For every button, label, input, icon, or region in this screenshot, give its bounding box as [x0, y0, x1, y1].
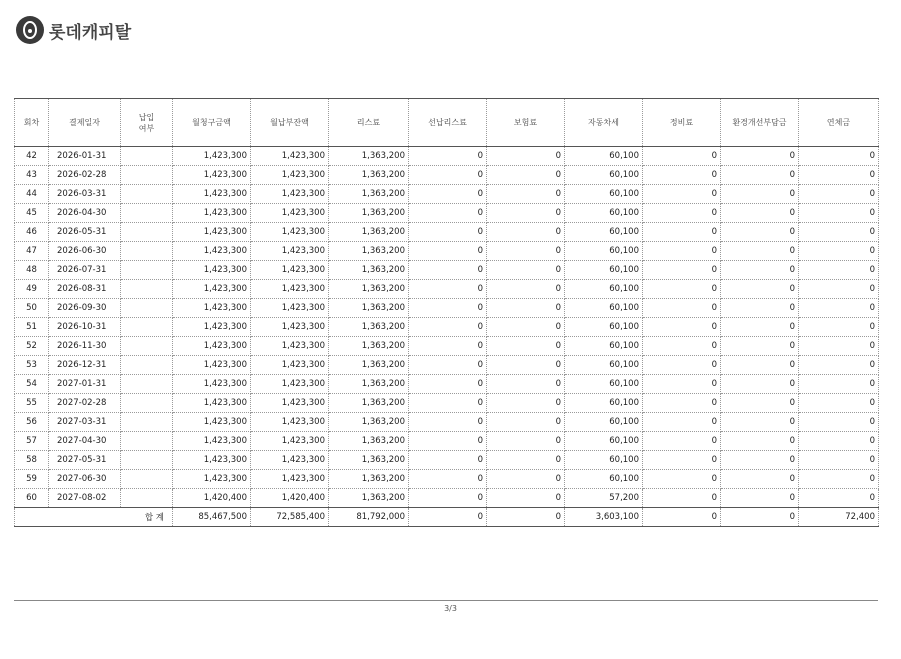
table-cell: 0: [487, 356, 565, 375]
table-cell: 0: [799, 489, 879, 508]
total-cell: 85,467,500: [173, 508, 251, 527]
table-cell: 0: [409, 223, 487, 242]
table-cell: 0: [721, 337, 799, 356]
column-header: 선납리스료: [409, 99, 487, 147]
table-cell: 60,100: [565, 337, 643, 356]
column-header: 월청구금액: [173, 99, 251, 147]
total-cell: 0: [721, 508, 799, 527]
table-row: [15, 337, 879, 356]
total-cell: 72,400: [799, 508, 879, 527]
table-cell: 60: [15, 489, 49, 508]
table-cell: [121, 470, 173, 489]
table-cell: 45: [15, 204, 49, 223]
table-header-row: [15, 99, 879, 147]
table-cell: 0: [721, 413, 799, 432]
column-header: 월납부잔액: [251, 99, 329, 147]
table-cell: 1,423,300: [251, 223, 329, 242]
table-cell: 0: [643, 147, 721, 166]
table-cell: 2027-05-31: [49, 451, 121, 470]
table-cell: 1,420,400: [173, 489, 251, 508]
table-cell: 0: [643, 204, 721, 223]
total-cell: 81,792,000: [329, 508, 409, 527]
table-cell: 0: [409, 432, 487, 451]
table-row: [15, 470, 879, 489]
table-cell: 1,363,200: [329, 242, 409, 261]
table-row: [15, 432, 879, 451]
table-cell: 60,100: [565, 185, 643, 204]
table-cell: 46: [15, 223, 49, 242]
table-cell: 44: [15, 185, 49, 204]
table-cell: 0: [721, 375, 799, 394]
table-cell: 1,423,300: [173, 432, 251, 451]
table-cell: 1,363,200: [329, 470, 409, 489]
table-cell: 2026-02-28: [49, 166, 121, 185]
payment-schedule-table: [14, 98, 879, 527]
total-cell: 0: [409, 508, 487, 527]
table-cell: 1,363,200: [329, 394, 409, 413]
table-cell: 0: [721, 185, 799, 204]
table-cell: 59: [15, 470, 49, 489]
table-cell: 0: [643, 299, 721, 318]
table-cell: 1,423,300: [251, 147, 329, 166]
total-row: [15, 508, 879, 527]
table-cell: 60,100: [565, 451, 643, 470]
table-cell: 0: [487, 413, 565, 432]
table-row: [15, 489, 879, 508]
table-row: [15, 223, 879, 242]
table-cell: 1,363,200: [329, 375, 409, 394]
table-cell: 1,423,300: [251, 413, 329, 432]
company-name: 롯데캐피탈: [49, 22, 132, 43]
table-cell: 56: [15, 413, 49, 432]
column-header: 정비료: [643, 99, 721, 147]
table-cell: 2027-02-28: [49, 394, 121, 413]
column-header: 회차: [15, 99, 49, 147]
table-cell: 0: [409, 413, 487, 432]
table-row: [15, 299, 879, 318]
table-row: [15, 204, 879, 223]
table-cell: 1,423,300: [173, 337, 251, 356]
table-cell: 0: [487, 470, 565, 489]
table-cell: [121, 413, 173, 432]
table-cell: 0: [799, 147, 879, 166]
table-cell: 0: [721, 470, 799, 489]
table-cell: 1,363,200: [329, 185, 409, 204]
table-cell: [121, 394, 173, 413]
table-cell: 0: [799, 280, 879, 299]
table-cell: [121, 318, 173, 337]
column-header: 환경개선부담금: [721, 99, 799, 147]
table-cell: 1,423,300: [173, 318, 251, 337]
table-cell: 1,423,300: [173, 185, 251, 204]
column-header: 리스료: [329, 99, 409, 147]
table-cell: 0: [643, 242, 721, 261]
total-cell: 0: [643, 508, 721, 527]
table-cell: 0: [721, 261, 799, 280]
table-cell: 1,363,200: [329, 280, 409, 299]
table-cell: 0: [721, 242, 799, 261]
table-cell: [121, 242, 173, 261]
table-cell: 2027-08-02: [49, 489, 121, 508]
table-cell: 0: [487, 147, 565, 166]
table-cell: 2026-07-31: [49, 261, 121, 280]
table-cell: 1,423,300: [251, 394, 329, 413]
table-cell: 1,423,300: [173, 451, 251, 470]
table-cell: [121, 375, 173, 394]
table-cell: 0: [721, 432, 799, 451]
table-cell: [121, 223, 173, 242]
total-cell: 72,585,400: [251, 508, 329, 527]
table-cell: 1,423,300: [251, 261, 329, 280]
table-cell: 0: [409, 470, 487, 489]
table-row: [15, 280, 879, 299]
table-row: [15, 166, 879, 185]
table-cell: 1,363,200: [329, 318, 409, 337]
table-cell: 60,100: [565, 166, 643, 185]
table-cell: 2027-06-30: [49, 470, 121, 489]
table-cell: 0: [409, 185, 487, 204]
table-cell: 0: [799, 432, 879, 451]
table-cell: 1,423,300: [173, 375, 251, 394]
table-cell: 0: [721, 204, 799, 223]
table-cell: 0: [643, 470, 721, 489]
column-header: 보험료: [487, 99, 565, 147]
table-cell: 0: [799, 394, 879, 413]
table-cell: 0: [643, 318, 721, 337]
table-cell: 1,423,300: [173, 223, 251, 242]
table-cell: 0: [487, 318, 565, 337]
table-cell: 1,423,300: [251, 470, 329, 489]
table-cell: [121, 489, 173, 508]
table-cell: 0: [487, 489, 565, 508]
table-cell: 1,363,200: [329, 451, 409, 470]
table-cell: 0: [409, 489, 487, 508]
table-cell: [121, 185, 173, 204]
table-cell: 0: [409, 318, 487, 337]
table-cell: 1,423,300: [173, 147, 251, 166]
table-cell: 0: [409, 299, 487, 318]
table-cell: 1,423,300: [251, 280, 329, 299]
table-cell: 0: [721, 394, 799, 413]
table-cell: 0: [721, 299, 799, 318]
table-cell: 47: [15, 242, 49, 261]
table-cell: 2026-03-31: [49, 185, 121, 204]
table-cell: 0: [799, 223, 879, 242]
table-row: [15, 261, 879, 280]
table-cell: 1,423,300: [173, 261, 251, 280]
table-cell: 0: [643, 413, 721, 432]
table-row: [15, 394, 879, 413]
table-cell: 0: [721, 356, 799, 375]
table-cell: 0: [643, 280, 721, 299]
table-cell: 1,363,200: [329, 261, 409, 280]
table-cell: 0: [487, 337, 565, 356]
table-cell: 0: [643, 375, 721, 394]
table-cell: 1,423,300: [251, 242, 329, 261]
table-cell: 0: [643, 185, 721, 204]
total-cell: 0: [487, 508, 565, 527]
table-cell: 60,100: [565, 204, 643, 223]
table-cell: 53: [15, 356, 49, 375]
table-cell: 1,423,300: [251, 375, 329, 394]
table-cell: 60,100: [565, 223, 643, 242]
table-cell: 58: [15, 451, 49, 470]
table-cell: 2026-08-31: [49, 280, 121, 299]
table-cell: 0: [487, 185, 565, 204]
table-cell: 1,363,200: [329, 337, 409, 356]
table-cell: 55: [15, 394, 49, 413]
table-cell: [121, 356, 173, 375]
table-cell: 0: [487, 299, 565, 318]
table-cell: 2026-11-30: [49, 337, 121, 356]
table-cell: 0: [799, 166, 879, 185]
table-cell: 2027-01-31: [49, 375, 121, 394]
table-cell: [121, 337, 173, 356]
table-cell: 1,363,200: [329, 489, 409, 508]
table-cell: 1,423,300: [251, 185, 329, 204]
table-cell: 0: [409, 242, 487, 261]
table-row: [15, 375, 879, 394]
table-cell: 51: [15, 318, 49, 337]
table-row: [15, 356, 879, 375]
table-row: [15, 147, 879, 166]
table-cell: 0: [487, 375, 565, 394]
table-body: [15, 147, 879, 527]
table-cell: 0: [409, 261, 487, 280]
table-row: [15, 451, 879, 470]
lotte-logo-icon: [16, 16, 44, 44]
table-cell: 0: [799, 356, 879, 375]
table-cell: 2026-04-30: [49, 204, 121, 223]
table-cell: 1,423,300: [173, 356, 251, 375]
table-cell: 60,100: [565, 413, 643, 432]
table-cell: 1,363,200: [329, 299, 409, 318]
table-cell: [121, 432, 173, 451]
table-cell: 0: [409, 166, 487, 185]
table-cell: 60,100: [565, 375, 643, 394]
table-cell: 0: [487, 204, 565, 223]
table-cell: 60,100: [565, 318, 643, 337]
table-cell: 60,100: [565, 147, 643, 166]
table-cell: 1,363,200: [329, 413, 409, 432]
table-cell: 1,420,400: [251, 489, 329, 508]
table-cell: 0: [487, 223, 565, 242]
table-cell: 60,100: [565, 394, 643, 413]
table-cell: 1,423,300: [173, 299, 251, 318]
table-cell: 43: [15, 166, 49, 185]
table-cell: 0: [643, 166, 721, 185]
table-cell: 0: [487, 242, 565, 261]
table-cell: 0: [799, 185, 879, 204]
table-cell: 0: [721, 223, 799, 242]
table-cell: 0: [487, 394, 565, 413]
column-header: 납입 여부: [121, 99, 173, 147]
table-cell: 0: [409, 204, 487, 223]
table-cell: 49: [15, 280, 49, 299]
table-cell: 1,423,300: [251, 318, 329, 337]
table-cell: 60,100: [565, 432, 643, 451]
table-cell: 1,423,300: [251, 356, 329, 375]
table-cell: [121, 451, 173, 470]
table-cell: 0: [643, 356, 721, 375]
table-cell: 2027-04-30: [49, 432, 121, 451]
table-row: [15, 242, 879, 261]
table-cell: 0: [721, 147, 799, 166]
table-cell: 0: [409, 280, 487, 299]
table-cell: 1,423,300: [173, 413, 251, 432]
table-cell: 0: [799, 318, 879, 337]
table-cell: 1,423,300: [173, 204, 251, 223]
table-cell: 0: [643, 337, 721, 356]
company-logo: [16, 16, 131, 44]
table-cell: 0: [409, 451, 487, 470]
column-header: 자동차세: [565, 99, 643, 147]
table-cell: 52: [15, 337, 49, 356]
table-cell: 0: [643, 451, 721, 470]
table-cell: 1,423,300: [251, 451, 329, 470]
table-cell: 1,363,200: [329, 147, 409, 166]
table-cell: 0: [643, 432, 721, 451]
table-cell: [121, 280, 173, 299]
table-cell: 0: [409, 394, 487, 413]
table-cell: 1,423,300: [173, 166, 251, 185]
table-cell: 1,423,300: [251, 166, 329, 185]
table-cell: 0: [487, 280, 565, 299]
table-cell: 60,100: [565, 261, 643, 280]
table-cell: 60,100: [565, 299, 643, 318]
table-cell: 0: [721, 318, 799, 337]
table-row: [15, 185, 879, 204]
table-cell: 0: [721, 489, 799, 508]
table-cell: 60,100: [565, 242, 643, 261]
table-cell: 1,423,300: [251, 299, 329, 318]
table-cell: 54: [15, 375, 49, 394]
table-cell: 42: [15, 147, 49, 166]
table-cell: 2026-05-31: [49, 223, 121, 242]
table-cell: 2026-01-31: [49, 147, 121, 166]
column-header: 연체금: [799, 99, 879, 147]
table-cell: 1,423,300: [251, 337, 329, 356]
table-cell: 57: [15, 432, 49, 451]
column-header: 결제일자: [49, 99, 121, 147]
table-cell: 0: [487, 451, 565, 470]
table-cell: 60,100: [565, 280, 643, 299]
table-cell: 0: [409, 356, 487, 375]
table-cell: 1,363,200: [329, 432, 409, 451]
table-cell: 0: [487, 261, 565, 280]
table-cell: 2027-03-31: [49, 413, 121, 432]
table-cell: 1,423,300: [251, 432, 329, 451]
table-cell: 0: [487, 432, 565, 451]
table-cell: [121, 299, 173, 318]
table-cell: 2026-09-30: [49, 299, 121, 318]
table-cell: 0: [487, 166, 565, 185]
table-cell: 1,363,200: [329, 166, 409, 185]
table-cell: 48: [15, 261, 49, 280]
table-cell: 2026-06-30: [49, 242, 121, 261]
table-cell: 0: [799, 375, 879, 394]
table-cell: 0: [643, 394, 721, 413]
table-cell: 0: [799, 337, 879, 356]
table-cell: 1,423,300: [173, 394, 251, 413]
total-cell: 3,603,100: [565, 508, 643, 527]
table-cell: 0: [799, 470, 879, 489]
table-cell: 60,100: [565, 356, 643, 375]
table-cell: 1,423,300: [173, 280, 251, 299]
table-cell: 1,423,300: [251, 204, 329, 223]
footer-divider: [14, 600, 878, 601]
table-cell: [121, 166, 173, 185]
table-cell: [121, 261, 173, 280]
table-cell: 0: [409, 147, 487, 166]
table-cell: 0: [643, 223, 721, 242]
table-cell: 2026-12-31: [49, 356, 121, 375]
table-cell: 0: [799, 242, 879, 261]
table-cell: 0: [643, 489, 721, 508]
table-cell: 1,363,200: [329, 204, 409, 223]
table-cell: 2026-10-31: [49, 318, 121, 337]
table-row: [15, 413, 879, 432]
table-cell: 0: [721, 280, 799, 299]
table-cell: 0: [799, 261, 879, 280]
table-cell: 1,423,300: [173, 242, 251, 261]
table-cell: [121, 147, 173, 166]
table-cell: 0: [409, 375, 487, 394]
table-cell: 1,363,200: [329, 223, 409, 242]
table-cell: 0: [721, 451, 799, 470]
table-cell: 0: [721, 166, 799, 185]
table-cell: 1,423,300: [173, 470, 251, 489]
table-cell: 1,363,200: [329, 356, 409, 375]
table-cell: 57,200: [565, 489, 643, 508]
table-cell: [121, 204, 173, 223]
table-cell: 0: [799, 413, 879, 432]
table-cell: 0: [799, 299, 879, 318]
table-cell: 60,100: [565, 470, 643, 489]
table-cell: 0: [799, 204, 879, 223]
table-cell: 50: [15, 299, 49, 318]
total-label: 합 계: [15, 508, 173, 527]
table-cell: 0: [643, 261, 721, 280]
table-cell: 0: [799, 451, 879, 470]
page-number: 3/3: [444, 604, 457, 613]
table-row: [15, 318, 879, 337]
table-cell: 0: [409, 337, 487, 356]
